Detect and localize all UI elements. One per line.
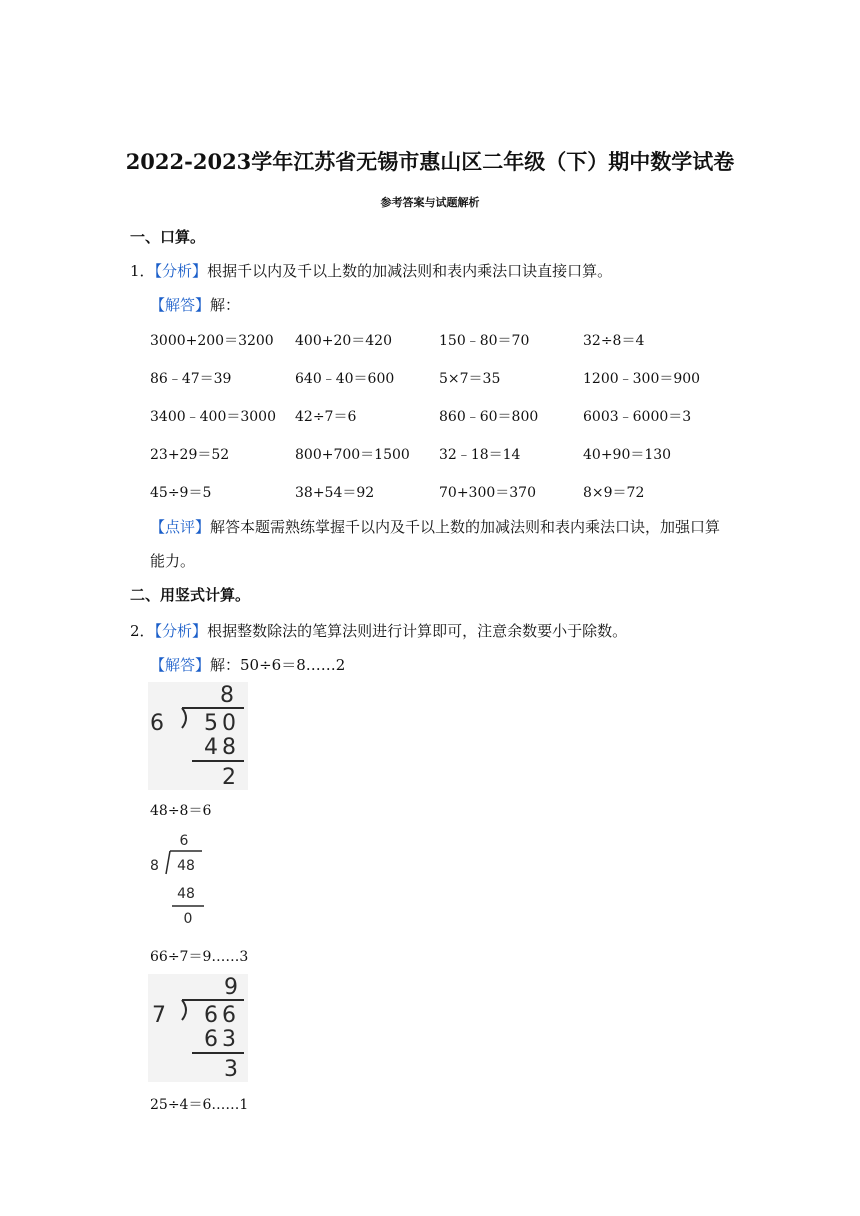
- division-1-remainder: 2: [222, 765, 236, 790]
- division-3-quotient: 9: [224, 975, 238, 1000]
- comment-tag: 【点评】: [150, 518, 211, 536]
- calc-2-0: 3400﹣400＝3000: [150, 409, 276, 425]
- question-1-comment-cont: 能力。: [150, 552, 196, 570]
- page-title: 2022-2023学年江苏省无锡市惠山区二年级（下）期中数学试卷: [125, 149, 735, 174]
- division-2-divisor: 8: [150, 858, 159, 874]
- question-2-answer: [150, 654, 345, 675]
- answer-text: 解：50÷6＝8……2: [210, 656, 346, 674]
- question-number: 1．: [130, 262, 155, 280]
- division-2-product: 48: [177, 886, 195, 902]
- analysis-text: 根据千以内及千以上数的加减法则和表内乘法口诀直接口算。: [207, 262, 613, 280]
- division-3-product: 63: [204, 1027, 240, 1052]
- question-1-comment: [150, 516, 720, 537]
- equation-66-div-7: 66÷7＝9……3: [150, 949, 249, 965]
- section-heading-2: 二、用竖式计算。: [130, 586, 251, 604]
- division-2-dividend: 48: [177, 858, 195, 874]
- calc-4-1: 38+54＝92: [295, 485, 375, 501]
- division-1-dividend: 50: [204, 711, 240, 736]
- calc-4-2: 70+300＝370: [439, 485, 536, 501]
- analysis-text: 根据整数除法的笔算法则进行计算即可，注意余数要小于除数。: [207, 622, 628, 640]
- division-3-divisor: 7: [152, 1003, 166, 1028]
- answer-tag: 【解答】: [150, 656, 211, 674]
- long-division-image-2: [148, 830, 204, 926]
- calc-2-3: 6003﹣6000＝3: [583, 409, 692, 425]
- calc-2-1: 42÷7＝6: [295, 409, 357, 425]
- question-number: 2．: [130, 622, 155, 640]
- question-1-answer: [150, 294, 240, 315]
- calc-0-0: 3000+200＝3200: [150, 333, 274, 349]
- calc-2-2: 860﹣60＝800: [439, 409, 539, 425]
- calc-3-3: 40+90＝130: [583, 447, 672, 463]
- calc-1-2: 5×7＝35: [439, 371, 501, 387]
- division-1-divisor: 6: [150, 711, 164, 736]
- comment-text: 解答本题需熟练掌握千以内及千以上数的加减法则和表内乘法口诀，加强口算: [210, 518, 721, 536]
- division-3-remainder: 3: [224, 1057, 238, 1082]
- long-division-image-3: [148, 974, 248, 1082]
- equation-25-div-4: 25÷4＝6……1: [150, 1097, 249, 1113]
- answer-tag: 【解答】: [150, 296, 211, 314]
- division-3-dividend: 66: [204, 1003, 240, 1028]
- calc-1-1: 640﹣40＝600: [295, 371, 395, 387]
- analysis-tag: 【分析】: [154, 622, 208, 640]
- question-1-analysis: [130, 260, 612, 281]
- calc-0-1: 400+20＝420: [295, 333, 392, 349]
- calc-3-0: 23+29＝52: [150, 447, 230, 463]
- analysis-tag: 【分析】: [154, 262, 208, 280]
- question-2-analysis: [130, 620, 627, 641]
- section-heading-1: 一、口算。: [130, 228, 206, 246]
- calc-3-1: 800+700＝1500: [295, 447, 410, 463]
- equation-48-div-8: 48÷8＝6: [150, 803, 212, 819]
- calc-4-3: 8×9＝72: [583, 485, 645, 501]
- division-2-remainder: 0: [183, 911, 193, 926]
- calc-4-0: 45÷9＝5: [150, 485, 212, 501]
- long-division-image-1: [148, 682, 248, 790]
- division-2-quotient: 6: [179, 833, 189, 849]
- calc-3-2: 32﹣18＝14: [439, 447, 521, 463]
- calc-1-0: 86﹣47＝39: [150, 371, 232, 387]
- calc-0-3: 32÷8＝4: [583, 333, 645, 349]
- division-1-quotient: 8: [220, 683, 234, 708]
- calc-1-3: 1200﹣300＝900: [583, 371, 701, 387]
- division-1-product: 48: [204, 735, 240, 760]
- answer-text: 解：: [210, 296, 241, 314]
- page-subtitle: 参考答案与试题解析: [380, 196, 480, 209]
- calc-0-2: 150﹣80＝70: [439, 333, 530, 349]
